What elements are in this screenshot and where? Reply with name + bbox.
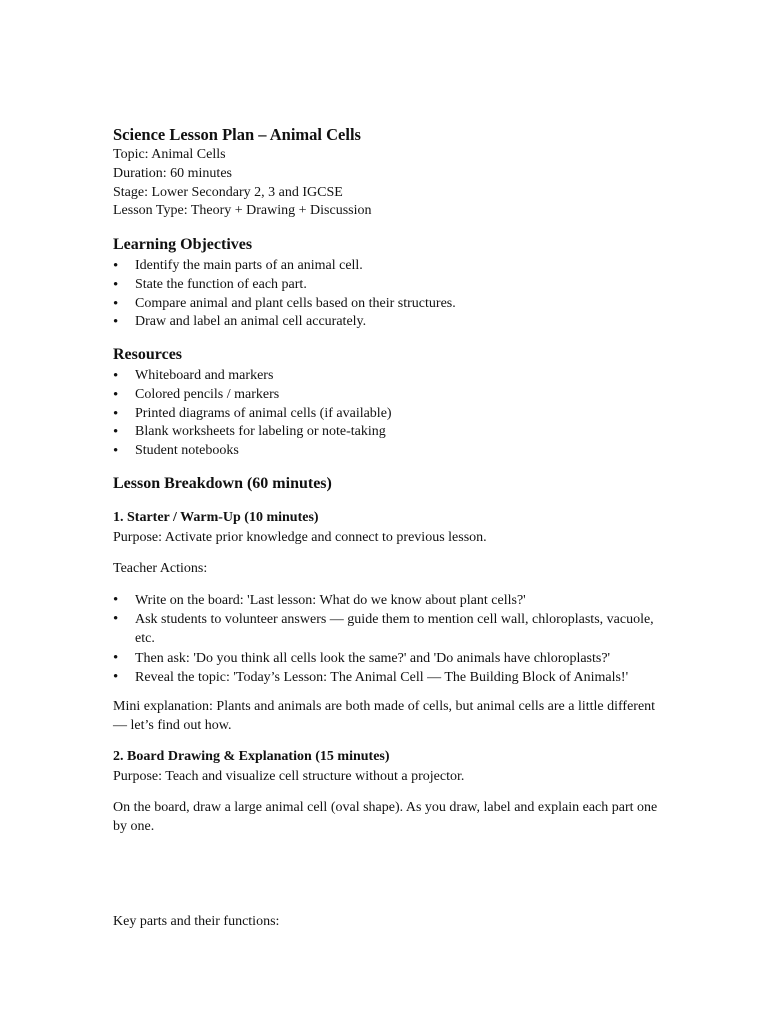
list-item: • Compare animal and plant cells based on their structures. (113, 295, 456, 312)
teacher-actions-list (113, 591, 658, 687)
bullet-icon: • (113, 386, 119, 403)
starter-purpose: Purpose: Activate prior knowledge and connect to previous lesson. (113, 530, 487, 545)
board-purpose: Purpose: Teach and visualize cell structure without a projector. (113, 769, 465, 784)
resources-heading: Resources (113, 346, 183, 363)
list-item: • Identify the main parts of an animal cell. (113, 258, 363, 274)
lesson-meta (113, 146, 372, 221)
objectives-list (113, 257, 658, 332)
list-item: • Then ask: 'Do you think all cells look the same?' and 'Do animals have chloroplasts?' (113, 649, 658, 668)
breakdown-heading: Lesson Breakdown (60 minutes) (113, 475, 332, 492)
list-item: • Student notebooks (113, 443, 239, 460)
bullet-icon: • (113, 611, 119, 628)
meta-lesson-type: Lesson Type: Theory + Drawing + Discussion (113, 203, 372, 219)
bullet-icon: • (113, 368, 119, 384)
list-item: • State the function of each part. (113, 276, 307, 293)
list-item: • Ask students to volunteer answers — guide them to mention cell wall, chloroplasts, vacuole, etc. (113, 611, 654, 647)
bullet-icon: • (113, 443, 119, 460)
bullet-icon: • (113, 405, 119, 422)
bullet-icon: • (113, 295, 119, 312)
list-item: • Colored pencils / markers (113, 386, 280, 403)
meta-topic: Topic: Animal Cells (113, 147, 226, 162)
teacher-actions-label: Teacher Actions: (113, 561, 208, 576)
board-instructions: On the board, draw a large animal cell (oval shape). As you draw, label and explain each part one by one. (113, 800, 658, 834)
objectives-heading: Learning Objectives (113, 236, 253, 253)
meta-stage: Stage: Lower Secondary 2, 3 and IGCSE (113, 184, 343, 200)
list-item: • Printed diagrams of animal cells (if available) (113, 405, 392, 422)
bullet-icon: • (113, 668, 119, 685)
list-item: • Reveal the topic: 'Today’s Lesson: The Animal Cell — The Building Block of Animals!' (113, 668, 658, 687)
bullet-icon: • (113, 649, 119, 666)
key-parts-label: Key parts and their functions: (113, 914, 280, 929)
starter-heading: 1. Starter / Warm-Up (10 minutes) (113, 510, 319, 525)
list-item: • Draw and label an animal cell accurately. (113, 314, 367, 331)
resources-list (113, 367, 658, 461)
bullet-icon: • (113, 276, 119, 293)
meta-duration: Duration: 60 minutes (113, 165, 232, 181)
bullet-icon: • (113, 424, 119, 441)
board-heading: 2. Board Drawing & Explanation (15 minutes) (113, 749, 390, 764)
list-item: • Whiteboard and markers (113, 368, 274, 384)
list-item: • Blank worksheets for labeling or note-taking (113, 424, 386, 441)
bullet-icon: • (113, 592, 119, 608)
mini-explanation: Mini explanation: Plants and animals are both made of cells, but animal cells are a little different — let’s find out how. (113, 699, 656, 733)
bullet-icon: • (113, 258, 119, 274)
document-title: Science Lesson Plan – Animal Cells (113, 125, 361, 144)
list-item: • Write on the board: 'Last lesson: What do we know about plant cells?' (113, 591, 658, 610)
bullet-icon: • (113, 314, 119, 331)
